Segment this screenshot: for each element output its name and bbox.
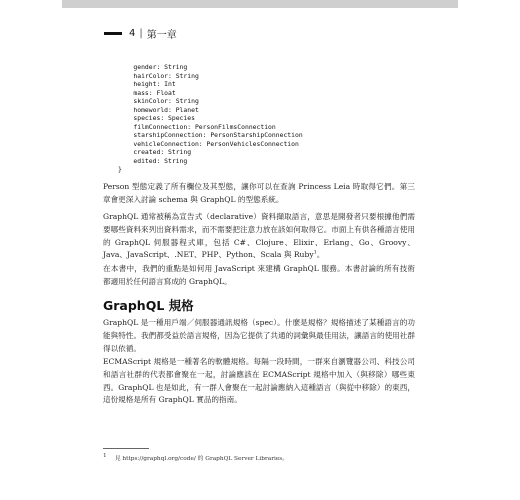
paragraph-4: GraphQL 是一種用戶端／伺服器通訊規格（spec）。什麼是規格？規格描述了某種語言的功能與特性。我們都受益於語言規格，因為它提供了共通的詞彙與最佳用法，讓語言的使用社群得以依循。 xyxy=(103,318,415,353)
code-line: homeworld: Planet xyxy=(118,105,199,114)
paragraph-2-text: GraphQL 通常被稱為宣告式（declarative）資料擷取語言，意思是開發者只要根據他們需要哪些資料來列出資料需求，而不需要把注意力放在該如何取得它。市面上有供各種語言使用的 GraphQL 伺服器程式庫，包括 C#、Clojure、Elixir、Erlang、Go、Groovy、Java、JavaScript、.NET、PHP、Python、Scala 與 Ruby xyxy=(103,212,415,260)
footnote-number: 1 xyxy=(103,453,107,459)
section-heading: GraphQL 規格 xyxy=(103,298,194,313)
code-line: filmConnection: PersonFilmsConnection xyxy=(118,122,276,131)
paragraph-2 xyxy=(103,211,415,262)
code-line: } xyxy=(118,165,122,173)
paragraph-3: 在本書中，我們的重點是如何用 JavaScript 來建構 GraphQL 服務。本書討論的所有技術都適用於任何語言寫成的 GraphQL。 xyxy=(103,264,415,286)
code-line: created: String xyxy=(118,148,192,156)
code-line: gender: String xyxy=(118,63,188,71)
code-line: hairColor: String xyxy=(118,71,199,80)
code-line: starshipConnection: PersonStarshipConnection xyxy=(118,131,303,139)
code-line: skinColor: String xyxy=(118,97,199,105)
code-block xyxy=(118,63,303,174)
footnote-ref: 1 xyxy=(313,249,317,256)
code-line: height: Int xyxy=(118,80,176,88)
page-number: 4 xyxy=(129,28,136,39)
paragraph-1: Person 型態定義了所有欄位及其型態，讓你可以在查詢 Princess Leia 時取得它們。第三章會更深入討論 schema 與 GraphQL 的型態系統。 xyxy=(103,182,415,204)
code-line: edited: String xyxy=(118,156,188,165)
paragraph-2-end: 。 xyxy=(316,250,325,260)
footnote-text: 見 https://graphql.org/code/ 的 GraphQL Server Libraries。 xyxy=(114,456,289,462)
chapter-title: 第一章 xyxy=(146,30,177,41)
header-rule xyxy=(104,32,122,35)
footnote-rule xyxy=(103,448,149,449)
footnote xyxy=(103,453,288,462)
paragraph-5: ECMAScript 規格是一種著名的軟體規格。每隔一段時間，一群來自瀏覽器公司、科技公司和語言社群的代表都會聚在一起，討論應該在 ECMAScript 規格中加入（與移除）哪些東西。GraphQL 也是如此，有一群人會聚在一起討論應納入這種語言（與從中移除）的東西，這份規格是所有 GraphQL 實品的指南。 xyxy=(103,357,415,405)
code-line: species: Species xyxy=(118,114,195,122)
code-line: vehicleConnection: PersonVehiclesConnection xyxy=(118,139,299,148)
header-separator: | xyxy=(139,28,143,39)
running-header xyxy=(104,26,177,41)
code-line: mass: Float xyxy=(118,88,176,97)
top-edge-bar xyxy=(62,0,458,8)
